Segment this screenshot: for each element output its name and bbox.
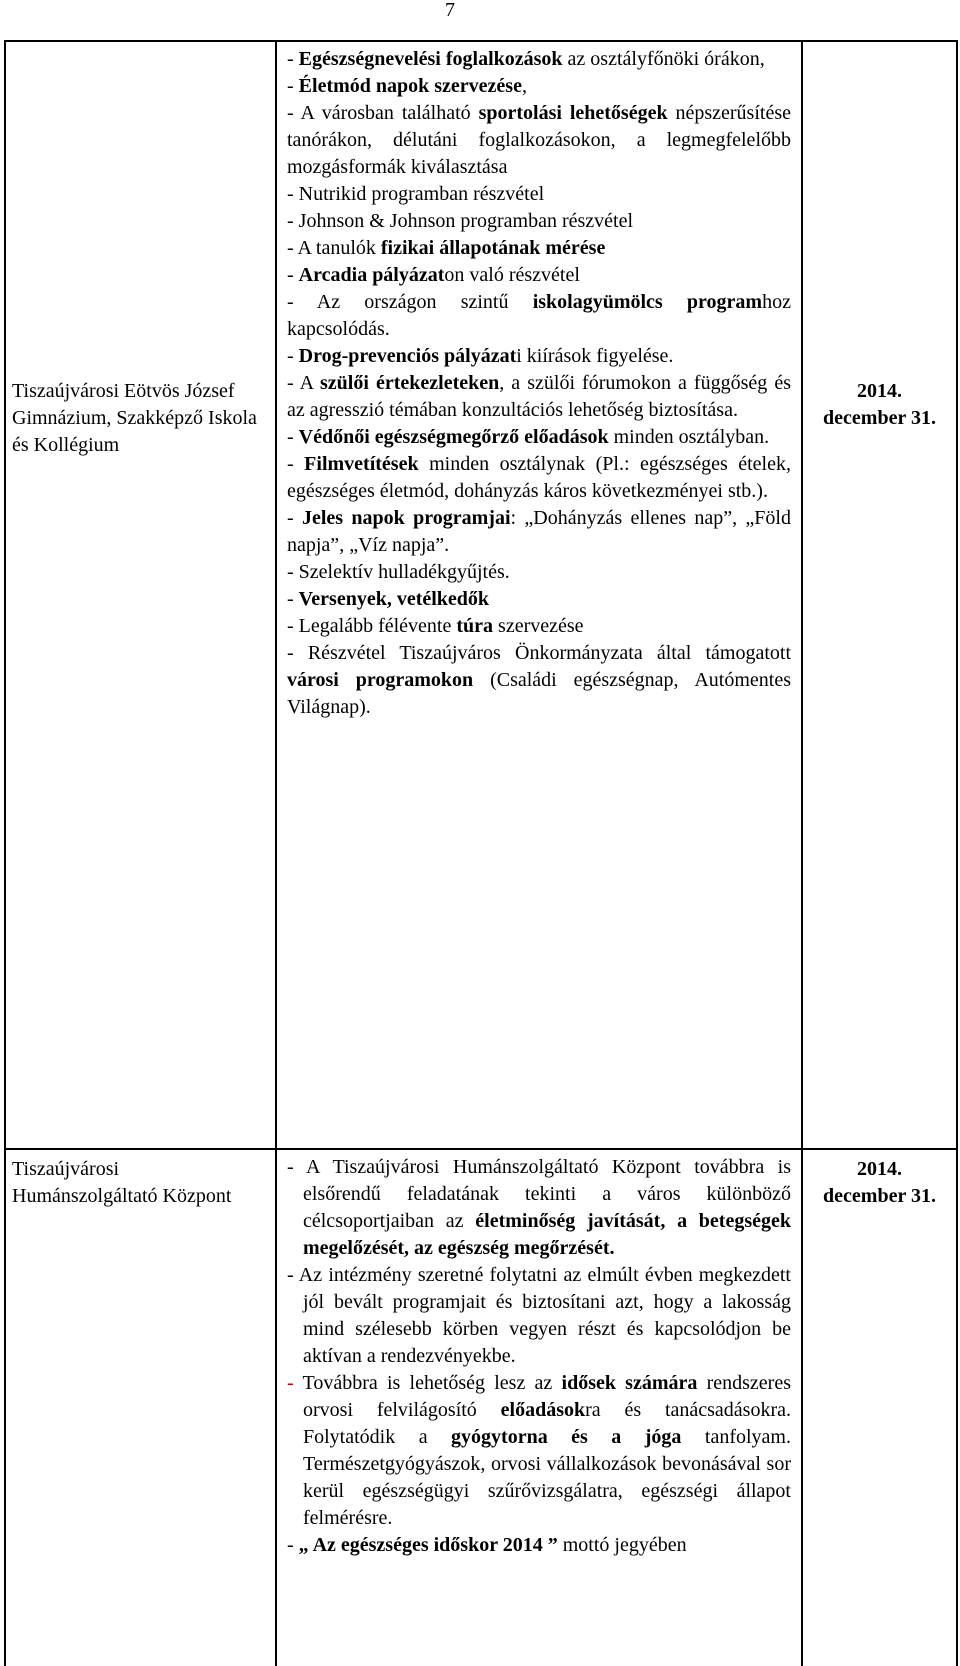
activity-item — [287, 262, 791, 289]
activity-text: - — [287, 507, 302, 529]
institution-cell — [5, 41, 276, 1149]
activity-highlight: fizikai állapotának mérése — [380, 237, 606, 259]
activity-highlight: Egészségnevelési foglalkozások — [298, 48, 563, 70]
activity-item — [287, 208, 791, 235]
activity-text: , — [521, 75, 527, 97]
activity-item — [287, 559, 791, 586]
activity-text: - Johnson & Johnson programban részvétel — [287, 210, 634, 232]
activity-text: tanfolyam. Természetgyógyászok, orvosi vállalkozások bevonásával sor kerül egészségügyi szűrővizsgálatra, egészségi állapot felmérésre. — [303, 1426, 791, 1529]
activity-highlight: Arcadia pályázat — [298, 264, 445, 286]
deadline-cell — [802, 1149, 957, 1666]
page-number: 7 — [445, 0, 455, 21]
activity-text: Továbbra is lehetőség lesz az — [293, 1372, 562, 1394]
activity-text: : „Dohányzás ellenes nap”, „Föld napja”, „Víz napja”. — [287, 507, 791, 556]
institution-name: Tiszaújvárosi Humánszolgáltató Központ — [12, 1158, 232, 1207]
activity-text: szervezése — [493, 615, 584, 637]
activity-item — [287, 289, 791, 343]
activity-text: - Részvétel Tiszaújváros Önkormányzata által támogatott — [287, 642, 791, 664]
action-plan-table — [4, 40, 958, 1666]
activity-text: - A Tiszaújvárosi Humánszolgáltató Központ továbbra is elsőrendű feladatának tekinti a város különböző célcsoportjaiban az — [287, 1156, 791, 1232]
activity-text: ra és tanácsadásokra. Folytatódik a — [303, 1399, 791, 1448]
activity-item — [287, 505, 791, 559]
activity-text: - — [287, 453, 305, 475]
activity-highlight: előadások — [500, 1399, 586, 1421]
activity-item — [287, 46, 791, 73]
institution-name: Tiszaújvárosi Eötvös József Gimnázium, Szakképző Iskola és Kollégium — [12, 380, 257, 456]
institution-cell — [5, 1149, 276, 1666]
activities-cell — [276, 1149, 802, 1666]
activity-item — [287, 1370, 791, 1532]
activity-highlight: Életmód napok szervezése — [298, 75, 522, 97]
deadline-cell — [802, 41, 957, 1149]
activity-item — [287, 343, 791, 370]
activity-text: hoz kapcsolódás. — [287, 291, 791, 340]
activity-item — [287, 586, 791, 613]
activity-text: on való részvétel — [444, 264, 580, 286]
activity-text: - Az intézmény szeretné folytatni az elmúlt évben megkezdett jól bevált programjait és biztosítani azt, hogy a lakosság mind szélesebb körben vegyen részt és kapcsolódjon be aktívan a rendezvényekbe. — [287, 1264, 791, 1367]
activity-text: mottó jegyében — [557, 1534, 687, 1556]
activity-highlight: életminőség javítását, a betegségek megelőzését, az egészség megőrzését. — [303, 1210, 791, 1259]
activity-highlight: gyógytorna és a jóga — [451, 1426, 682, 1448]
activity-highlight: Versenyek, vetélkedők — [298, 588, 490, 610]
activity-text: az osztályfőnöki órákon, — [562, 48, 765, 70]
activity-item — [287, 370, 791, 424]
activity-highlight: Filmvetítések — [304, 453, 419, 475]
activity-item — [287, 235, 791, 262]
activity-text: rendszeres orvosi felvilágosító — [303, 1372, 791, 1421]
activity-item — [287, 451, 791, 505]
activity-text: - — [287, 1534, 299, 1556]
activity-text: - — [287, 588, 299, 610]
activities-cell — [276, 41, 802, 1149]
activity-list — [287, 46, 791, 721]
activity-text: - A városban található — [287, 102, 479, 124]
activity-text: - — [287, 1372, 294, 1394]
activity-text: (Családi egészségnap, Autómentes Világnap). — [287, 669, 791, 718]
activity-list — [287, 1154, 791, 1559]
activity-text: - A — [287, 372, 321, 394]
deadline-year: 2014. — [857, 380, 902, 402]
activity-text: - — [287, 264, 299, 286]
activity-highlight: „ Az egészséges időskor 2014 ” — [298, 1534, 558, 1556]
activity-text: - Nutrikid programban részvétel — [287, 183, 545, 205]
activity-item — [287, 613, 791, 640]
activity-text: - Szelektív hulladékgyűjtés. — [287, 561, 510, 583]
activity-text: - Az országon szintű — [287, 291, 533, 313]
activity-item — [287, 640, 791, 721]
activity-text: - — [287, 345, 299, 367]
activity-highlight: Drog-prevenciós pályázat — [298, 345, 517, 367]
activity-text: - A tanulók — [287, 237, 381, 259]
activity-text: - — [287, 48, 299, 70]
deadline-day: december 31. — [823, 407, 936, 429]
activity-highlight: sportolási lehetőségek — [478, 102, 668, 124]
activity-item — [287, 424, 791, 451]
activity-text: minden osztályban. — [608, 426, 770, 448]
deadline-day: december 31. — [823, 1185, 936, 1207]
activity-text: népszerűsítése tanórákon, délutáni foglalkozásokon, a legmegfelelőbb mozgásformák kiválasztása — [287, 102, 791, 178]
activity-text: , a szülői fórumokon a függőség és az agresszió témában konzultációs lehetőség biztosítása. — [287, 372, 791, 421]
activity-highlight: idősek számára — [561, 1372, 698, 1394]
activity-text: - Legalább félévente — [287, 615, 457, 637]
activity-item — [287, 73, 791, 100]
table-row — [5, 1149, 957, 1666]
activity-text: - — [287, 426, 299, 448]
activity-text: i kiírások figyelése. — [516, 345, 674, 367]
activity-text: - — [287, 75, 299, 97]
activity-item — [287, 181, 791, 208]
activity-text: minden osztálynak (Pl.: egészséges ételek, egészséges életmód, dohányzás káros következményei stb.). — [287, 453, 791, 502]
activity-item — [287, 1262, 791, 1370]
table-row — [5, 41, 957, 1149]
activity-highlight: városi programokon — [287, 669, 474, 691]
activity-highlight: Jeles napok programjai — [302, 507, 511, 529]
activity-highlight: Védőnői egészségmegőrző előadások — [298, 426, 609, 448]
activity-highlight: iskolagyümölcs program — [532, 291, 763, 313]
activity-highlight: túra — [456, 615, 494, 637]
activity-item — [287, 100, 791, 181]
activity-highlight: szülői értekezleteken — [320, 372, 500, 394]
activity-item — [287, 1532, 791, 1559]
deadline-year: 2014. — [857, 1158, 902, 1180]
activity-item — [287, 1154, 791, 1262]
